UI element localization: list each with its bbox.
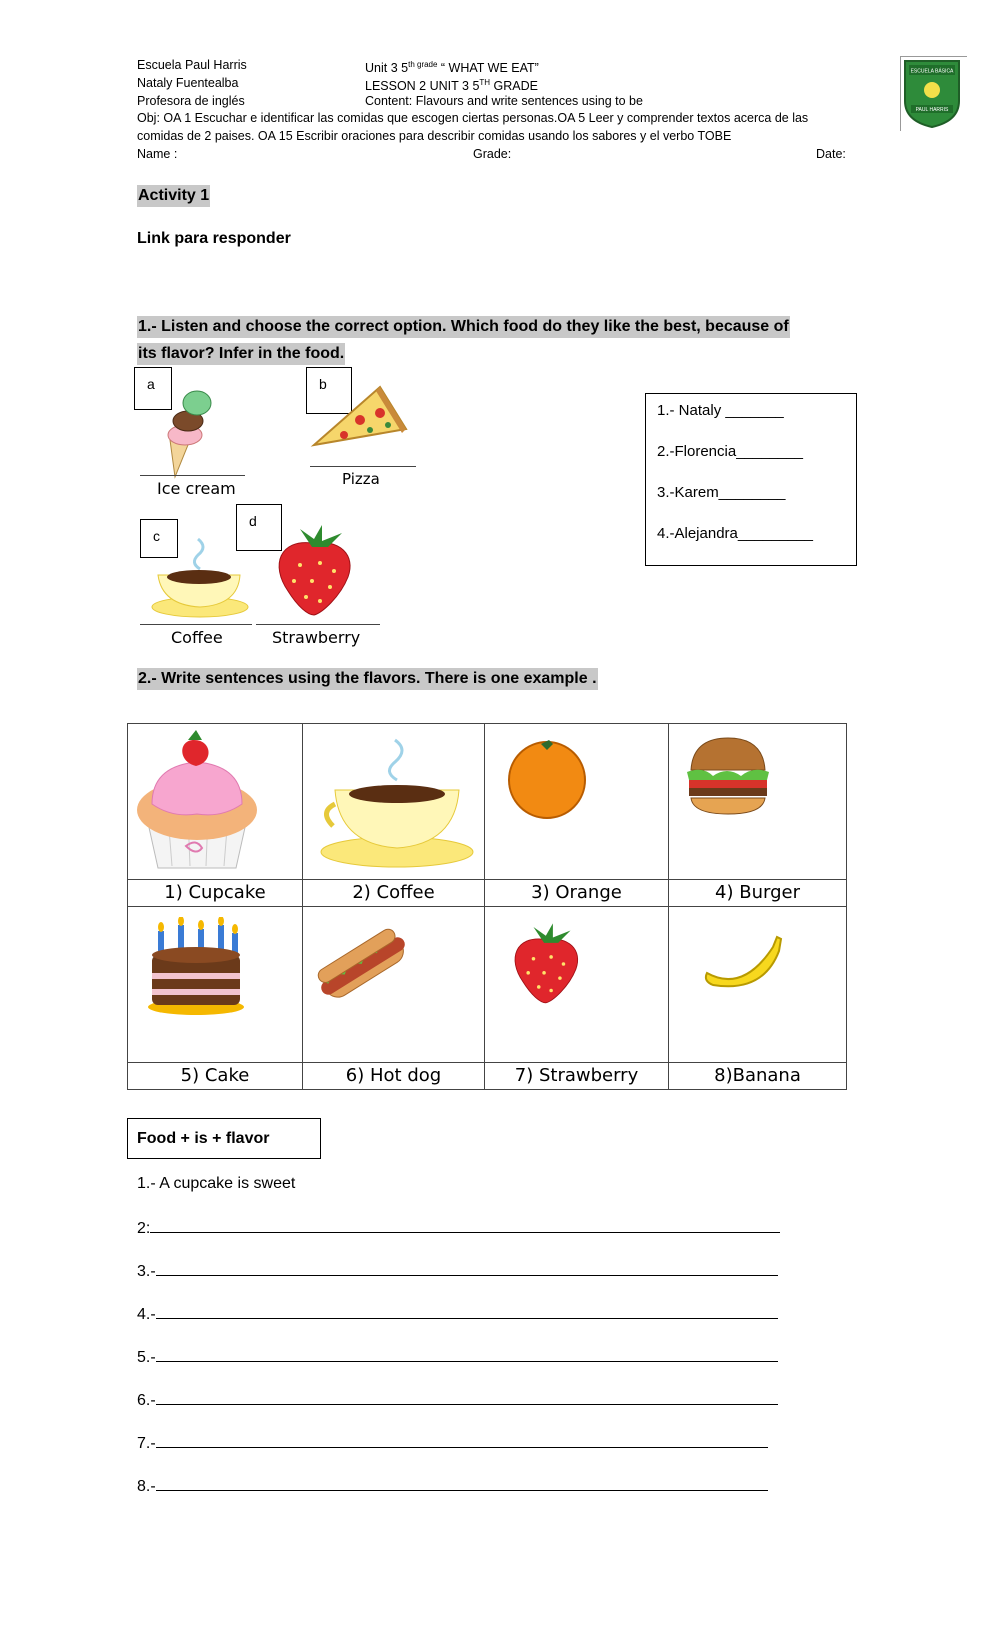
sentence-line-8[interactable]: 8.- bbox=[137, 1476, 768, 1496]
answer-1[interactable]: 1.- Nataly _______ bbox=[657, 402, 784, 419]
objective-line-1: Obj: OA 1 Escuchar e identificar las comidas que escogen ciertas personas.OA 5 Leer y comprender textos acerca de las bbox=[137, 111, 809, 125]
pizza-icon bbox=[310, 385, 410, 450]
link-label[interactable]: Link para responder bbox=[137, 230, 291, 247]
sentence-line-4[interactable]: 4.- bbox=[137, 1304, 778, 1324]
teacher-name: Nataly Fuentealba bbox=[137, 76, 239, 90]
objective-line-2: comidas de 2 paises. OA 15 Escribir oraciones para describir comidas usando los sabores y el verbo TOBE bbox=[137, 129, 732, 143]
option-c-box: c bbox=[140, 519, 178, 558]
question-1-line-1: 1.- Listen and choose the correct option. Which food do they like the best, because of bbox=[137, 316, 790, 338]
answer-4[interactable]: 4.-Alejandra_________ bbox=[657, 525, 813, 542]
unit-title: Unit 3 $5^{th grade}$ “ WHAT WE EAT” bbox=[365, 60, 539, 76]
school-name: Escuela Paul Harris bbox=[137, 58, 247, 72]
teacher-role: Profesora de inglés bbox=[137, 94, 245, 108]
date-label: Date: bbox=[816, 147, 846, 161]
food-cell bbox=[303, 724, 485, 907]
food-label: 5) Cake bbox=[128, 1062, 302, 1089]
option-b-label: Pizza bbox=[342, 470, 380, 488]
option-d-label: Strawberry bbox=[272, 628, 361, 647]
food-label: 1) Cupcake bbox=[128, 879, 302, 906]
strawberry-icon bbox=[270, 525, 355, 617]
formula-box: Food + is + flavor bbox=[127, 1118, 321, 1159]
question-1-line-2: its flavor? Infer in the food. bbox=[137, 343, 345, 365]
food-cell bbox=[485, 907, 669, 1090]
orange-icon bbox=[505, 736, 589, 820]
coffee-icon bbox=[317, 734, 477, 874]
sentence-line-6[interactable]: 6.- bbox=[137, 1390, 778, 1410]
cupcake-icon bbox=[132, 726, 262, 871]
food-label: 6) Hot dog bbox=[303, 1062, 484, 1089]
food-label: 3) Orange bbox=[485, 879, 668, 906]
food-cell bbox=[303, 907, 485, 1090]
sentence-line-3[interactable]: 3.- bbox=[137, 1261, 778, 1281]
cake-icon bbox=[146, 917, 246, 1017]
sentence-line-5[interactable]: 5.- bbox=[137, 1347, 778, 1367]
example-sentence: 1.- A cupcake is sweet bbox=[137, 1175, 296, 1192]
svg-text:PAUL HARRIS: PAUL HARRIS bbox=[915, 107, 949, 113]
sentence-line-7[interactable]: 7.- bbox=[137, 1433, 768, 1453]
lesson-title: LESSON 2 UNIT 3 5TH GRADE bbox=[365, 78, 539, 94]
option-a-line bbox=[140, 475, 245, 476]
activity-title: Activity 1 bbox=[137, 185, 210, 207]
food-cell bbox=[128, 724, 303, 907]
strawberry-icon bbox=[507, 923, 582, 1005]
option-c-label: Coffee bbox=[171, 628, 223, 647]
food-label: 4) Burger bbox=[669, 879, 846, 906]
shield-icon bbox=[901, 57, 963, 129]
option-d-line bbox=[256, 624, 380, 625]
sentence-line-2[interactable]: 2: bbox=[137, 1218, 780, 1238]
food-label: 2) Coffee bbox=[303, 879, 484, 906]
ice-cream-icon bbox=[155, 385, 225, 480]
banana-icon bbox=[703, 933, 783, 993]
svg-text:ESCUELA BÁSICA: ESCUELA BÁSICA bbox=[910, 68, 954, 75]
answer-3[interactable]: 3.-Karem________ bbox=[657, 484, 786, 501]
food-cell bbox=[485, 724, 669, 907]
food-cell bbox=[669, 724, 847, 907]
burger-icon bbox=[683, 736, 773, 816]
option-a-label: Ice cream bbox=[157, 479, 236, 498]
grade-label: Grade: bbox=[473, 147, 512, 161]
school-logo bbox=[900, 56, 967, 131]
food-label: 7) Strawberry bbox=[485, 1062, 668, 1089]
option-b-line bbox=[310, 466, 416, 467]
option-b-box: b bbox=[306, 367, 352, 414]
option-a-box: a bbox=[134, 367, 172, 410]
option-c-line bbox=[140, 624, 252, 625]
food-table bbox=[127, 723, 847, 1090]
content-line: Content: Flavours and write sentences using to be bbox=[365, 94, 643, 108]
food-cell bbox=[128, 907, 303, 1090]
food-cell bbox=[669, 907, 847, 1090]
answer-box bbox=[645, 393, 857, 566]
hotdog-icon bbox=[313, 921, 413, 1011]
name-label: Name : bbox=[137, 147, 178, 161]
food-label: 8)Banana bbox=[669, 1062, 846, 1089]
question-2-title: 2.- Write sentences using the flavors. There is one example . bbox=[137, 668, 598, 690]
answer-2[interactable]: 2.-Florencia________ bbox=[657, 443, 803, 460]
option-d-box: d bbox=[236, 504, 282, 551]
